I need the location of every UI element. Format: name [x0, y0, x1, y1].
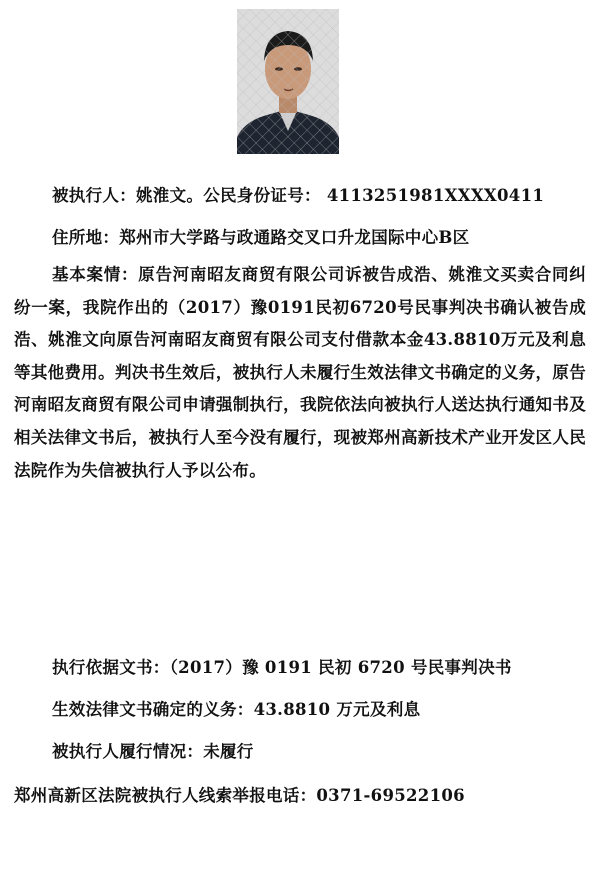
person-name: 姚淮文。	[136, 186, 204, 205]
person-line	[52, 182, 544, 206]
portrait-image	[237, 9, 339, 154]
address-line	[52, 224, 469, 248]
performance-label: 被执行人履行情况：	[52, 742, 204, 761]
basis-label: 执行依据文书：	[52, 658, 170, 677]
obligation-label: 生效法律文书确定的义务：	[52, 700, 254, 719]
case-label: 基本案情：	[52, 265, 139, 284]
obligation-value: 43.8810 万元及利息	[253, 700, 421, 719]
basis-line	[52, 654, 512, 678]
address-value: 郑州市大学路与政通路交叉口升龙国际中心B区	[119, 228, 470, 247]
name-label: 被执行人：	[52, 186, 136, 205]
id-label: 公民身份证号：	[203, 186, 321, 205]
hotline-line	[14, 782, 465, 806]
performance-line	[52, 738, 254, 762]
obligation-line	[52, 696, 420, 720]
case-text: 原告河南昭友商贸有限公司诉被告成浩、姚淮文买卖合同纠纷一案，我院作出的（2017）豫0191民初6720号民事判决书确认被告成浩、姚淮文向原告河南昭友商贸有限公司支付借款本金43.8810万元及利息等其他费用。判决书生效后，被执行人未履行生效法律文书确定的义务，原告河南昭友商贸有限公司申请强制执行，我院依法向被执行人送达执行通知书及相关法律文书后，被执行人至今没有履行，现被郑州高新技术产业开发区人民法院作为失信被执行人予以公布。	[14, 265, 586, 480]
performance-value: 未履行	[203, 742, 254, 761]
person-photo	[237, 9, 339, 154]
hotline-value: 0371-69522106	[316, 786, 465, 805]
id-number: 4113251981XXXX0411	[326, 186, 545, 205]
address-label: 住所地：	[52, 228, 120, 247]
basis-value: （2017）豫 0191 民初 6720 号民事判决书	[169, 658, 512, 677]
hotline-label: 郑州高新区法院被执行人线索举报电话：	[14, 786, 317, 805]
case-paragraph	[14, 259, 586, 487]
